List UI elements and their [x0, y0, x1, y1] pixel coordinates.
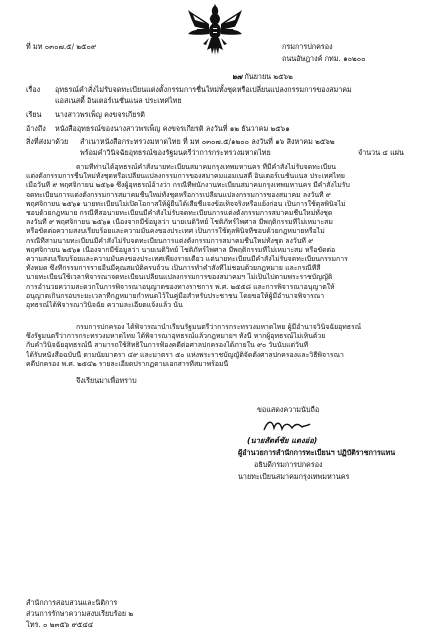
body-line: จดทะเบียนการแต่งตั้งกรรมการสมาคมชื่นใหม่ทั้งชุดหรือการเปลี่ยนแปลงกรรมการของสมาคม ลงวันที่ ๙ — [26, 190, 331, 199]
organization-name: กรมการปกครอง — [282, 42, 333, 51]
body-line: ซึ่งรัฐมนตรีว่าการกระทรวงมหาดไทย ได้พิจารณาอุทธรณ์แล้วกฎหมายฯ ทั้งนี้ หากผู้อุทธรณ์ไม่เห็นด้วย — [26, 332, 326, 341]
body-line: ได้รับหนังสือฉบับนี้ ตามนัยมาตรา ๔๙ และมาตรา ๕๐ แห่งพระราชบัญญัติจัดตั้งศาลปกครองและวิธีพิจารณา — [26, 350, 344, 359]
closing-respect: ขอแสดงความนับถือ — [257, 405, 320, 414]
body-line: ทั้งหมด ซึ่งที่กรรมการรายอื่นมีคุณสมบัติครบถ้วน เป็นการทำคำสั่งที่ไม่ชอบด้วยกฎหมาย และกรณีที่สี่ — [26, 264, 321, 273]
signature-mark — [262, 418, 312, 434]
date-day: ๒๗ — [232, 72, 243, 81]
body-paragraph-2 — [26, 323, 408, 369]
body-paragraph-1 — [26, 163, 408, 310]
salutation-label: เรียน — [26, 110, 42, 119]
reference-label: อ้างถึง — [26, 124, 46, 133]
subject-label: เรื่อง — [26, 85, 41, 94]
signer-name: (นายสัตต์ชัย แตงอ่อ) — [247, 436, 318, 445]
letter-date — [232, 72, 293, 81]
garuda-emblem-icon — [187, 4, 243, 56]
signer-position-2: อธิบดีกรมการปกครอง — [254, 460, 323, 469]
body-line: นายทะเบียนใช้เวลาพิจารณาจดทะเบียนเปลี่ยนแปลงกรรมการของสมาคมฯ ไม่เป็นไปตามพระราชบัญญัติ — [26, 273, 333, 282]
signer-position-1: ผู้อำนวยการสำนักการทะเบียนฯ ปฏิบัติราชการแทน — [238, 448, 396, 457]
body-line: กับคำวินิจฉัยอุทธรณ์นี้ สามารถใช้สิทธิในการฟ้องคดีต่อศาลปกครองได้ภายใน ๙๐ วันนับแต่วันที่ — [26, 341, 309, 350]
body-line: พฤศจิกายน ๒๕๖๑ นายทะเบียนไม่เปิดโอกาสให้ผู้ยื่นได้เสียชี้แจงข้อเท็จจริงหรือแย้งก่อน เป็นการใช้ดุลพินิจไม่ — [26, 199, 346, 208]
body-line: ตามที่ท่านได้อุทธรณ์คำสั่งนายทะเบียนสมาคมกรุงเทพมหานคร ที่มีคำสั่งไม่รับจดทะเบียน — [76, 163, 336, 171]
date-month-year: กันยายน ๒๕๖๒ — [244, 72, 293, 81]
body-line: แต่งตั้งกรรมการชื่นใหม่ทั้งชุดหรือเปลี่ยนแปลงกรรมการของสมาคมแอมเนสตี้ อินเตอร์เนชั่นแนล ประเทศไทย — [26, 172, 345, 181]
salutation-name: นางสาวพรเพ็ญ คงขจรเกียรติ — [55, 110, 145, 119]
enclosure-line-2: พร้อมคำวินิจฉัยอุทธรณ์ของรัฐมนตรีว่าการกระทรวงมหาดไทย — [80, 148, 271, 157]
enclosure-label: สิ่งที่ส่งมาด้วย — [26, 137, 69, 146]
body-line: คดีปกครอง พ.ศ. ๒๕๔๒ รายละเอียดปรากฏตามเอกสารที่สมาพร้อมนี้ — [26, 359, 229, 368]
enclosure-line-1: สำเนาหนังสือกระทรวงมหาดไทย ที่ มท ๐๓๐๗.๕/๑๒๐๐ ลงวันที่ ๑๖ สิงหาคม ๒๕๖๒ — [80, 137, 335, 146]
reference-text: หนังสืออุทธรณ์ของนางสาวพรเพ็ญ คงขจรเกียรติ ลงวันที่ ๑๒ ธันวาคม ๒๕๖๑ — [55, 124, 290, 133]
footer-section: ส่วนการรักษาความสงบเรียบร้อย ๒ — [26, 609, 134, 618]
body-line: ลงวันที่ ๙ พฤศจิกายน ๒๕๖๑ เนื่องจากมีข้อมูลว่า นายเนติวิทย์ โชติภัทร์ไพศาล มีพฤติกรรมที่ไม่เหมาะสม — [26, 218, 333, 227]
enclosure-count: จำนวน ๔ แผ่น — [358, 148, 404, 157]
body-line: การอำนวยความสะดวกในการพิจารณาอนุญาตของทางราชการ พ.ศ. ๒๕๕๘ และการพิจารณาอนุญาตให้ — [26, 282, 335, 291]
body-line: อนุญาตเกินกรอบระยะเวลาที่กฎหมายกำหนดไว้ในคู่มือสำหรับประชาชน โดยขอให้ผู้มีอำนาจพิจารณา — [26, 291, 325, 300]
organization-address: ถนนอัษฎางค์ กทม. ๑๐๒๐๐ — [282, 54, 366, 63]
footer-phone: โทร. ๐ ๒๓๕๖ ๙๕๔๔ — [26, 620, 94, 629]
reference-number: ที่ มท ๐๓๐๗.๕/ ๒๕๐๙ — [26, 42, 97, 51]
subject-line-2: แอสเนสตี้ อินเตอร์เนชั่นแนล ประเทศไทย — [55, 96, 182, 105]
footer-department: สำนักการสอบสวนและนิติการ — [26, 598, 118, 607]
body-line: ชอบด้วยกฎหมาย กรณีที่สอนายทะเบียนมีคำสั่งไม่รับจดทะเบียนการแต่งตั้งกรรมการสมาคมชื่นใหม่ทั้งชุด — [26, 209, 333, 218]
subject-line-1: อุทธรณ์คำสั่งไม่รับจดทะเบียนแต่งตั้งกรรมการชื่นใหม่ทั้งชุดหรือเปลี่ยนแปลงกรรมการของสมาคม — [55, 85, 352, 94]
body-line: หรือขัดต่อความสงบเรียบร้อยและความมั่นคงของประเทศ เป็นการใช้ดุลพินิจที่ชอบด้วยกฎหมายหรือไม่ — [26, 227, 325, 236]
body-line: พฤศจิกายน ๒๕๖๑ เนื่องจากมีข้อมูลว่า นายเนติวิทย์ โชติภัทร์ไพศาล มีพฤติกรรมที่ไม่เหมาะสม หรือขัดต่อ — [26, 245, 336, 254]
closing-line: จึงเรียนมาเพื่อทราบ — [76, 376, 137, 385]
body-line: กรณีที่สามนายทะเบียนมีคำสั่งไม่รับจดทะเบียนการแต่งตั้งกรรมการสมาคมชื่นใหม่ทั้งชุด ลงวันที่ ๙ — [26, 236, 314, 245]
signer-position-3: นายทะเบียนสมาคมกรุงเทพมหานคร — [238, 472, 350, 481]
body-line: เมื่อวันที่ ๙ พฤศจิกายน ๒๕๖๑ ซึ่งผู้อุทธรณ์อ้างว่า กรณีที่พนักงานทะเบียนสมาคมกรุงเทพมหานคร มีคำสั่งไม่รับ — [26, 181, 350, 190]
body-line: อุทธรณ์ได้พิจารณาวินิจฉัย ความละเอียดแจ้งแล้ว นั้น — [26, 301, 183, 310]
body-line: กรมการปกครอง ได้พิจารณานำเรียนรัฐมนตรีว่าการกระทรวงมหาดไทย ผู้มีอำนาจวินิจฉัยอุทธรณ์ — [76, 323, 362, 331]
body-line: ความสงบเรียบร้อยและความมั่นคงของประเทศเพียงรายเดียว แต่นายทะเบียนมีคำสั่งไม่รับจดทะเบียนกรรมการ — [26, 255, 348, 264]
